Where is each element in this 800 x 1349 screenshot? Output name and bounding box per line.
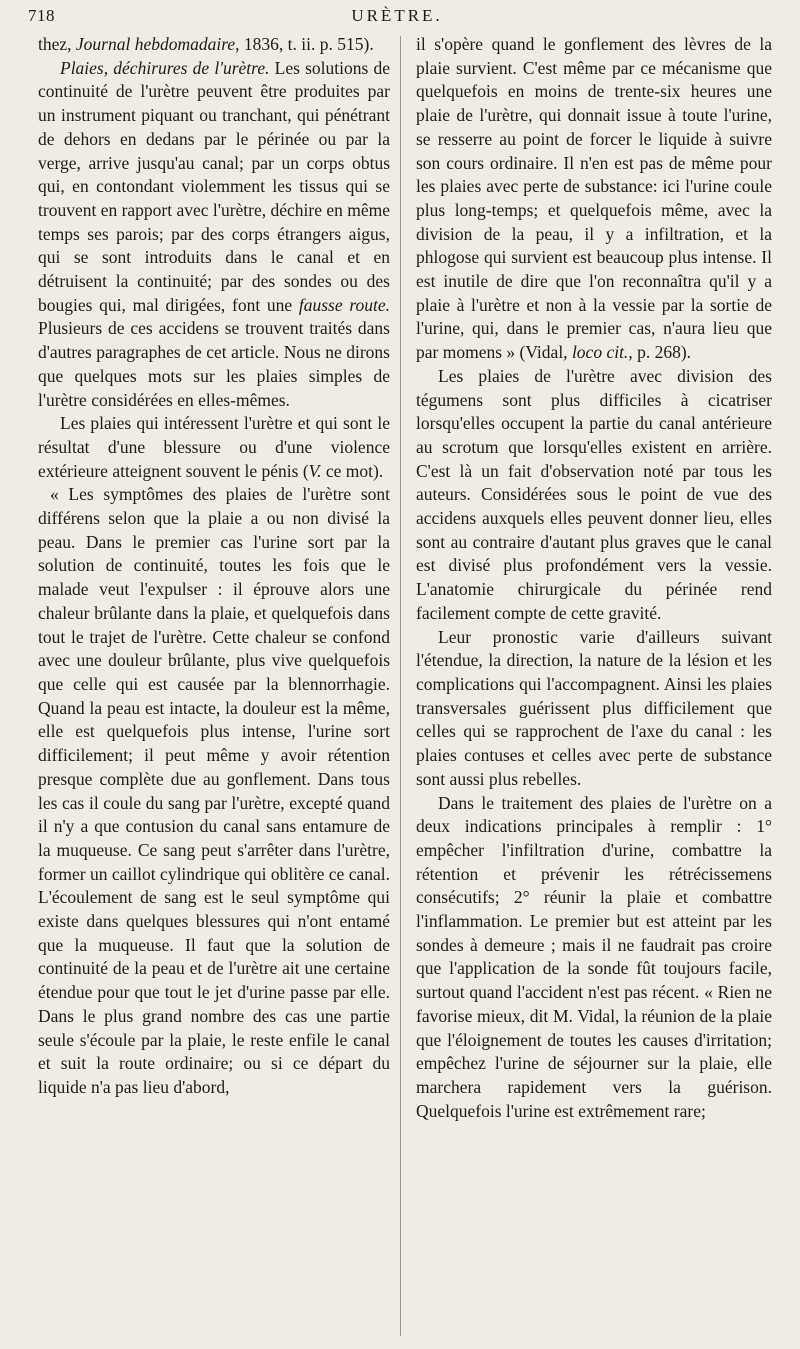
paragraph-pronostic: Leur pronostic varie d'ailleurs suivant l'étendue, la direction, la nature de la lésion et les complications qui l'accompagnent. Ainsi les plaies transversales guérissent plus difficilement que celles qui se rapprochent de l'axe du canal : les plaies contuses et celles avec perte de substance sont aussi plus rebelles. — [416, 626, 772, 789]
left-column — [38, 33, 390, 1100]
paragraph-citation-continued: thez, Journal hebdomadaire, 1836, t. ii. p. 515). — [38, 34, 374, 54]
page-number: 718 — [28, 6, 55, 25]
running-header — [28, 6, 766, 32]
paragraph-teguments: Les plaies de l'urètre avec division des tégumens sont plus difficiles à cicatriser lorsqu'elles occupent la partie du canal antérieure au scrotum que lorsqu'elles existent en arrière. C'est là un fait d'observation noté par tous les auteurs. Considérées sous le point de vue des accidens auxquels elles peuvent donner lieu, elles sont au contraire d'autant plus graves que le canal est divisé plus profondément vers la vessie. L'anatomie chirurgicale du périnée rend facilement compte de cette gravité. — [416, 365, 772, 623]
paragraph-gonflement: il s'opère quand le gonflement des lèvres de la plaie survient. C'est même par ce mécanisme que quelquefois en moins de trente-six heures une plaie de l'urètre, qui donnait issue à toute l'urine, se resserre au point de forcer le liquide à suivre son cours ordinaire. Il n'en est pas de même pour les plaies avec perte de substance: ici l'urine coule plus long-temps; et quelquefois même, avec la division de la peau, il y a infiltration, et la phlogose qui survient est beaucoup plus intense. Il est inutile de dire que l'on reconnaîtra qu'il y a plaie à l'urètre et non à la vessie par la sortie de l'urine, qui, dans le premier cas, n'aura lieu que par momens » (Vidal, loco cit., p. 268). — [416, 34, 772, 363]
section-heading: Plaies, déchirures de l'urètre. — [60, 57, 270, 78]
paragraph-symptomes: « Les symptômes des plaies de l'urètre sont différens selon que la plaie a ou non divisé la peau. Dans le premier cas l'urine sort par la solution de continuité, toutes les fois que le malade veut l'expulser : il éprouve alors une chaleur brûlante dans la plaie, et quelquefois dans tout le trajet de l'urètre. Cette chaleur se confond avec une douleur brûlante, plus vive quelquefois que celle qui est causée par la blennorrhagie. Quand la peau est intacte, la douleur est la même, elle est quelquefois plus intense, l'urine sort difficilement; il peut même y avoir rétention presque complète due au gonflement. Dans tous les cas il coule du sang par l'urètre, excepté quand il n'y a que contusion du canal sans entamure de la muqueuse. Ce sang peut s'arrêter dans l'urètre, former un caillot cylindrique qui oblitère ce canal. L'écoulement de sang est le seul symptôme qui existe dans quelques blessures qui n'ont entamé que la muqueuse. Il faut que la solution de continuité de la peau et de l'urètre ait une certaine étendue pour que tout le jet d'urine passe par elle. Dans le plus grand nombre des cas une partie seule s'écoule par la plaie, le reste enfile le canal et suit la route ordinaire; ou si ce départ du liquide n'a pas lieu d'abord, — [38, 484, 390, 1097]
paragraph-plaies-penis: Les plaies qui intéressent l'urètre et qui sont le résultat d'une blessure ou d'une violence extérieure atteignent souvent le pénis (V. ce mot). — [38, 413, 390, 481]
right-column — [416, 33, 772, 1123]
running-title: URÈTRE. — [351, 6, 443, 25]
journal-title: Journal hebdomadaire — [75, 34, 236, 54]
paragraph-plaies-intro: Plaies, déchirures de l'urètre. Les solutions de continuité de l'urètre peuvent être produites par un instrument piquant ou tranchant, qui pénétrant de dehors en dedans par le périnée ou par la verge, arrive jusqu'au canal; par un corps obtus qui, en contondant violemment les tissus qui se trouvent en rapport avec l'urètre, déchire en même temps ses parois; par des corps étrangers aigus, qui se sont introduits dans le canal et en détruisent la continuité; par des sondes ou des bougies qui, mal dirigées, font une fausse route. Plusieurs de ces accidens se trouvent traités dans d'autres paragraphes de cet article. Nous ne dirons que quelques mots sur les plaies simples de l'urètre considérées en elles-mêmes. — [38, 57, 391, 410]
paragraph-traitement: Dans le traitement des plaies de l'urètre on a deux indications principales à remplir : 1° empêcher l'infiltration d'urine, combattre la rétention et prévenir les rétrécissemens consécutifs; 2° réunir la plaie et combattre l'inflammation. Le premier but est atteint par les sondes à demeure ; mais il ne faudrait pas croire que l'application de la sonde fût toujours facile, surtout quand l'accident n'est pas récent. « Rien ne favorise mieux, dit M. Vidal, la réunion de la plaie que l'éloignement de toutes les causes d'irritation; empêchez l'urine de séjourner sur la plaie, elle marchera rapidement vers la guérison. Quelquefois l'urine est extrêmement rare; — [416, 792, 772, 1121]
column-divider — [400, 36, 401, 1336]
